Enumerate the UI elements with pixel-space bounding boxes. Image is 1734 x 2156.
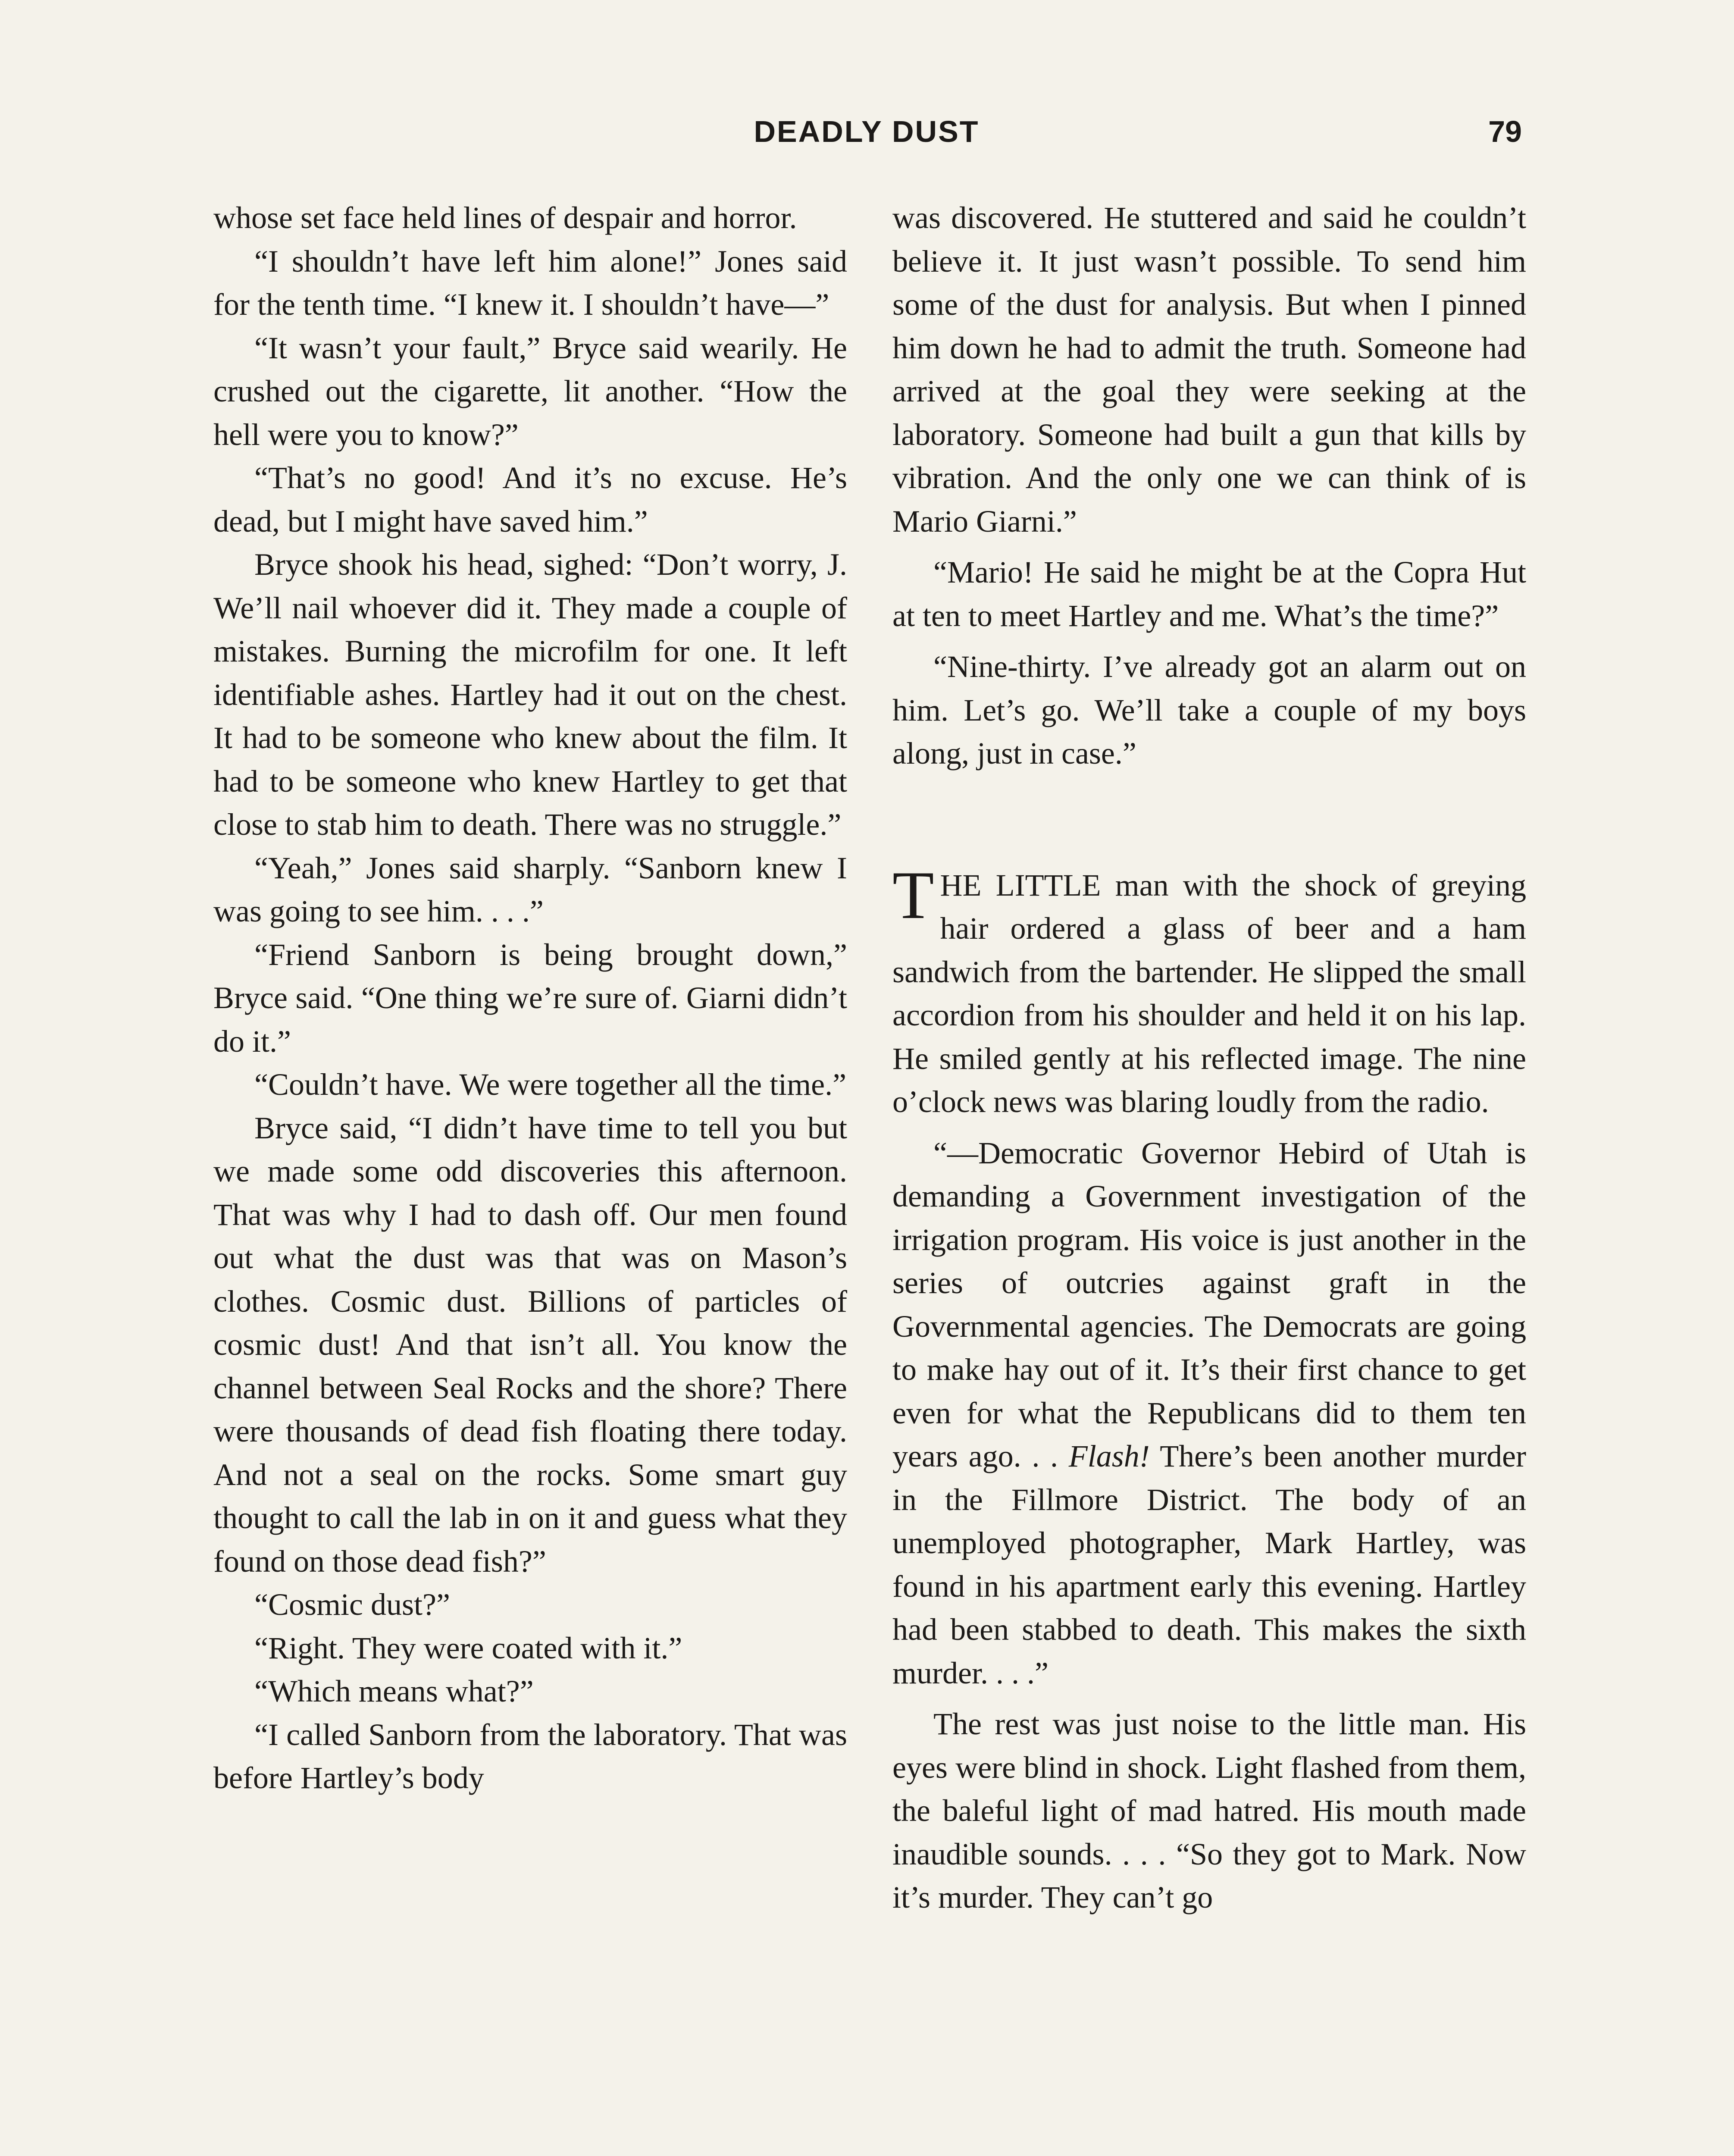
paragraph: “Couldn’t have. We were together all the time.”	[254, 1067, 847, 1102]
paragraph: “I shouldn’t have left him alone!” Jones said for the tenth time. “I knew it. I shouldn’t have—”	[213, 244, 847, 322]
page-number: 79	[1488, 115, 1522, 148]
section-text: man with the shock of greying hair ordered a glass of beer and a ham sandwich from the bartender. He slipped the small accordion from his shoulder and held it on his lap. He smiled gently at his reflected image. The nine o’clock news was blaring loudly from the radio.	[892, 868, 1526, 1119]
left-column	[213, 196, 847, 1800]
paragraph: Bryce shook his head, sighed: “Don’t worry, J. We’ll nail whoever did it. They made a couple of mistakes. Burning the microfilm for one. It left identifiable ashes. Hartley had it out on the chest. It had to be someone who knew about the film. It had to be someone who knew Hartley to get that close to stab him to death. There was no struggle.”	[213, 547, 847, 842]
paragraph: “Yeah,” Jones said sharply. “Sanborn knew I was going to see him. . . .”	[213, 850, 847, 928]
paragraph: “Nine-thirty. I’ve already got an alarm out on him. Let’s go. We’ll take a couple of my boys along, just in case.”	[892, 649, 1526, 771]
paragraph: “That’s no good! And it’s no excuse. He’s dead, but I might have saved him.”	[213, 461, 847, 539]
paragraph: “Right. They were coated with it.”	[254, 1630, 682, 1665]
right-column	[892, 196, 1526, 1919]
news-text: “—Democratic Governor Hebird of Utah is demanding a Government investigation of the irrigation program. His voice is just another in the series of outcries against graft in the Governmental agencies. The Democrats are going to make hay out of it. It’s their first chance to get even for what the Republicans did to them ten years ago. . .	[892, 1135, 1526, 1473]
news-broadcast-paragraph	[892, 1131, 1526, 1695]
paragraph: “Cosmic dust?”	[254, 1587, 450, 1622]
paragraph: “Mario! He said he might be at the Copra Hut at ten to meet Hartley and me. What’s the time?”	[892, 555, 1526, 633]
paragraph: “I called Sanborn from the laboratory. That was before Hartley’s body	[213, 1717, 847, 1795]
paragraph: was discovered. He stuttered and said he couldn’t believe it. It just wasn’t possible. To send him some of the dust for analysis. But when I pinned him down he had to admit the truth. Someone had arrived at the goal they were seeking at the laboratory. Someone had built a gun that kills by vibration. And the only one we can think of is Mario Giarni.”	[892, 201, 1526, 539]
section-lead-in: HE LITTLE	[940, 868, 1101, 903]
paragraph: “Which means what?”	[254, 1674, 534, 1708]
paragraph: The rest was just noise to the little man. His eyes were blind in shock. Light flashed from them, the baleful light of mad hatred. His mouth made inaudible sounds. . . . “So they got to Mark. Now it’s murder. They can’t go	[892, 1707, 1526, 1915]
paragraph: “Friend Sanborn is being brought down,” Bryce said. “One thing we’re sure of. Giarni didn’t do it.”	[213, 937, 847, 1059]
paragraph: “It wasn’t your fault,” Bryce said wearily. He crushed out the cigarette, lit another. “How the hell were you to know?”	[213, 330, 847, 452]
running-head	[211, 114, 1522, 157]
news-flash: Flash!	[1068, 1439, 1150, 1473]
drop-cap: T	[892, 857, 934, 933]
paragraph: Bryce said, “I didn’t have time to tell you but we made some odd discoveries this afternoon. That was why I had to dash off. Our men found out what the dust was that was on Mason’s clothes. Cosmic dust. Billions of particles of cosmic dust! And that isn’t all. You know the channel between Seal Rocks and the shore? There were thousands of dead fish floating there today. And not a seal on the rocks. Some smart guy thought to call the lab in on it and guess what they found on those dead fish?”	[213, 1110, 847, 1579]
section-opening-paragraph	[892, 857, 1526, 1124]
news-text-continued: There’s been another murder in the Fillmore District. The body of an unemployed photographer, Mark Hartley, was found in his apartment early this evening. Hartley had been stabbed to death. This makes the sixth murder. . . .”	[892, 1439, 1526, 1690]
paragraph: whose set face held lines of despair and horror.	[213, 201, 797, 235]
running-title: DEADLY DUST	[754, 115, 980, 148]
